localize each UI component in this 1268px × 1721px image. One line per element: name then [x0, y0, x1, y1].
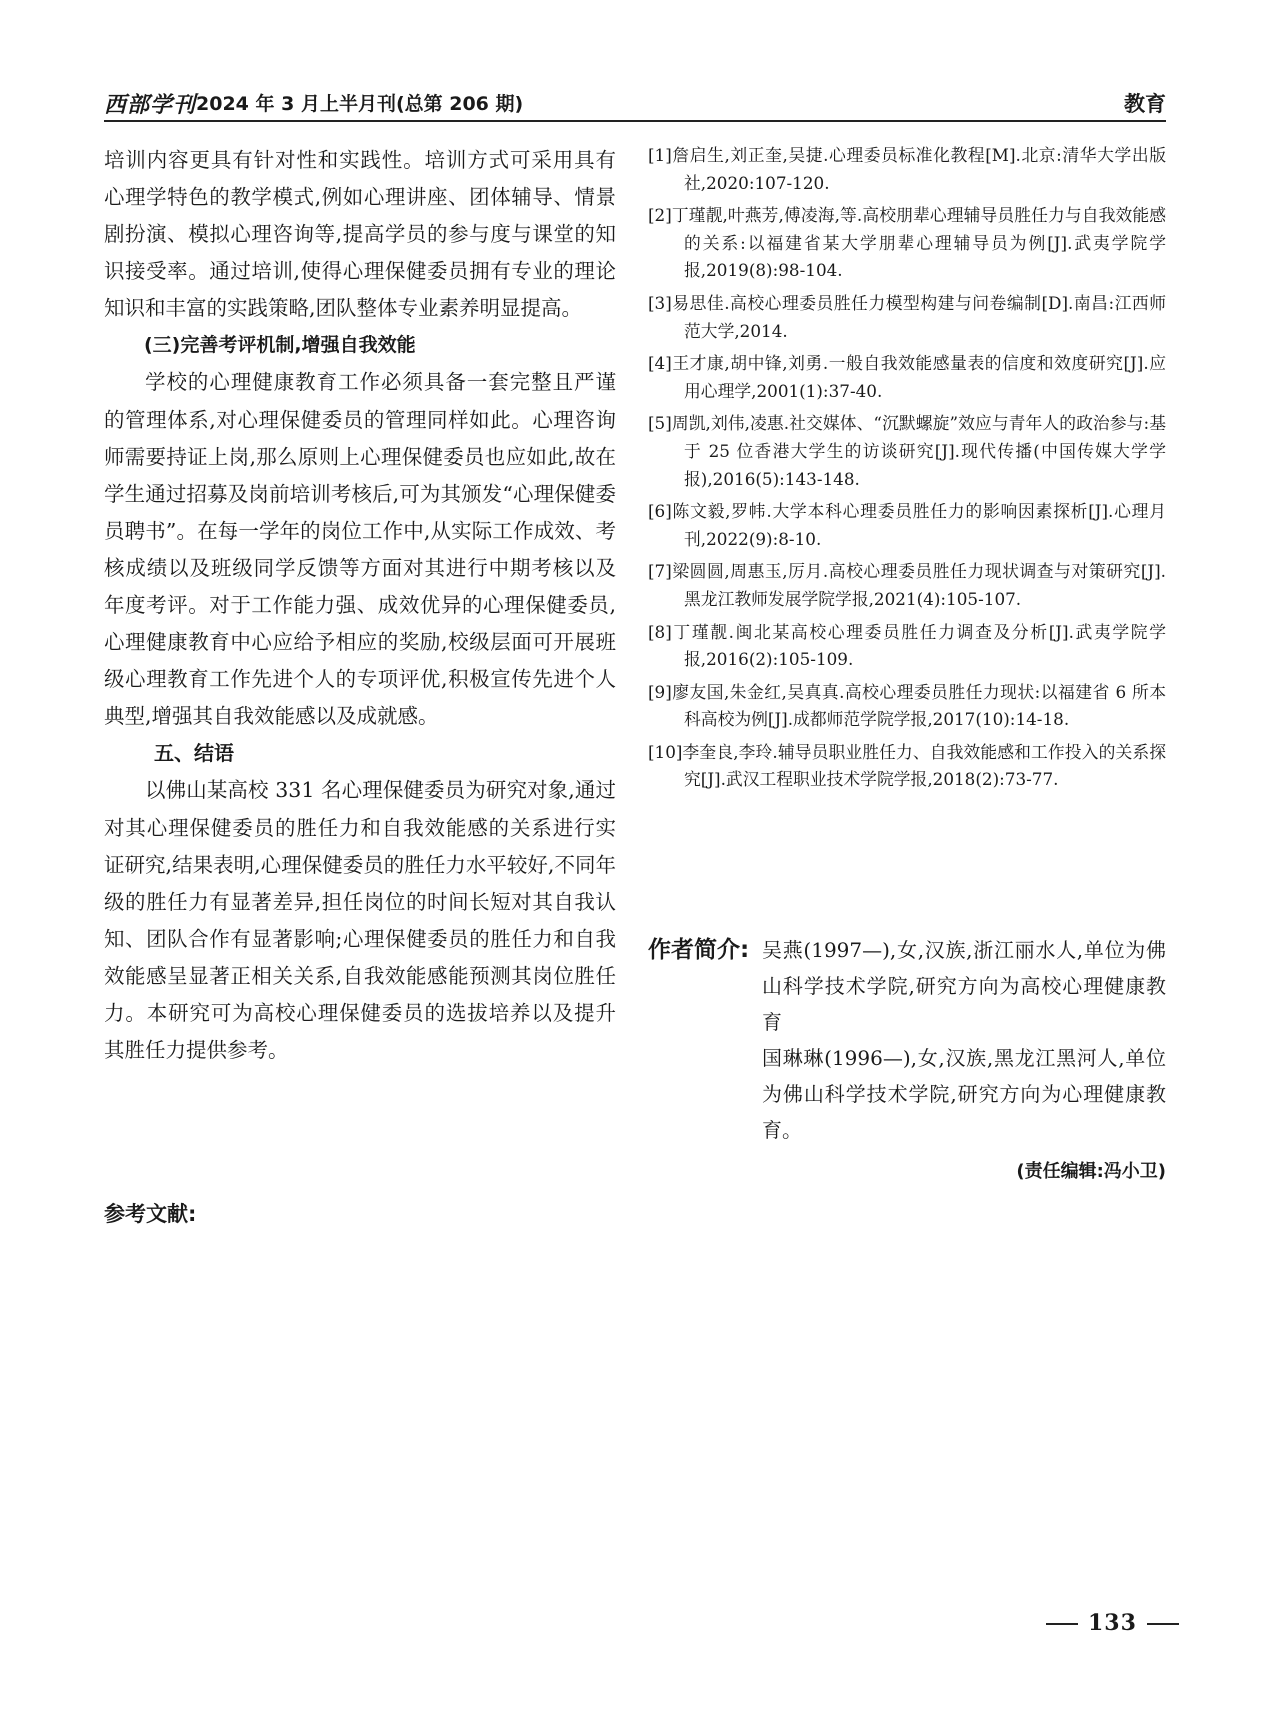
- left-column: [104, 142, 616, 1069]
- reference-item: [5]周凯,刘伟,凌惠.社交媒体、“沉默螺旋”效应与青年人的政治参与:基于 25 位香港大学生的访谈研究[J].现代传播(中国传媒大学学报),2016(5):143-148.: [648, 413, 1166, 489]
- subheading-evaluation: (三)完善考评机制,增强自我效能: [144, 334, 416, 357]
- author-intro: [648, 932, 1166, 1148]
- heading-conclusion: 五、结语: [154, 741, 234, 766]
- references-list: [648, 142, 1166, 799]
- journal-logo: 西部学刊: [104, 92, 197, 118]
- paragraph-conclusion: 以佛山某高校 331 名心理保健委员为研究对象,通过对其心理保健委员的胜任力和自我效能感的关系进行实证研究,结果表明,心理保健委员的胜任力水平较好,不同年级的胜任力有显著差异,担任岗位的时间长短对其自我认知、团队合作有显著影响;心理保健委员的胜任力和自我效能感呈显著正相关关系,自我效能感能预测其岗位胜任力。本研究可为高校心理保健委员的选拔培养以及提升其胜任力提供参考。: [104, 778, 616, 1063]
- reference-item: [3]易思佳.高校心理委员胜任力模型构建与问卷编制[D].南昌:江西师范大学,2014.: [648, 292, 1166, 341]
- author-intro-label: 作者简介:: [648, 937, 750, 963]
- reference-item: [8]丁瑾靓.闽北某高校心理委员胜任力调查及分析[J].武夷学院学报,2016(2):105-109.: [648, 621, 1166, 670]
- dash-right: [1147, 1623, 1179, 1625]
- paragraph-evaluation: 学校的心理健康教育工作必须具备一套完整且严谨的管理体系,对心理保健委员的管理同样如此。心理咨询师需要持证上岗,那么原则上心理保健委员也应如此,故在学生通过招募及岗前培训考核后,可为其颁发“心理保健委员聘书”。在每一学年的岗位工作中,从实际工作成效、考核成绩以及班级同学反馈等方面对其进行中期考核以及年度考评。对于工作能力强、成效优异的心理保健委员,心理健康教育中心应给予相应的奖励,校级层面可开展班级心理教育工作先进个人的专项评优,积极宣传先进个人典型,增强其自我效能感以及成就感。: [104, 370, 616, 729]
- reference-item: [6]陈文毅,罗帏.大学本科心理委员胜任力的影响因素探析[J].心理月刊,2022(9):8-10.: [648, 501, 1166, 549]
- reference-item: [1]詹启生,刘正奎,吴捷.心理委员标准化教程[M].北京:清华大学出版社,2020:107-120.: [648, 145, 1166, 193]
- section-name: 教育: [1124, 92, 1166, 116]
- author-2-bio: 国琳琳(1996—),女,汉族,黑龙江黑河人,单位为佛山科学技术学院,研究方向为心理健康教育。: [762, 1046, 1166, 1142]
- reference-item: [4]王才康,胡中锋,刘勇.一般自我效能感量表的信度和效度研究[J].应用心理学,2001(1):37-40.: [648, 353, 1166, 401]
- page-header: [104, 86, 1166, 122]
- reference-item: [7]梁圆圆,周惠玉,厉月.高校心理委员胜任力现状调查与对策研究[J].黑龙江教师发展学院学报,2021(4):105-107.: [648, 561, 1166, 609]
- page-number: [1036, 1610, 1189, 1636]
- author-1-bio: 吴燕(1997—),女,汉族,浙江丽水人,单位为佛山科学技术学院,研究方向为高校心理健康教育: [762, 938, 1166, 1034]
- page-number-value: 133: [1088, 1610, 1137, 1636]
- reference-item: [2]丁瑾靓,叶燕芳,傅凌海,等.高校朋辈心理辅导员胜任力与自我效能感的关系:以福建省某大学朋辈心理辅导员为例[J].武夷学院学报,2019(8):98-104.: [648, 205, 1166, 281]
- issue-info: 2024 年 3 月上半月刊(总第 206 期): [196, 93, 524, 115]
- paragraph-training: 培训内容更具有针对性和实践性。培训方式可采用具有心理学特色的教学模式,例如心理讲座、团体辅导、情景剧扮演、模拟心理咨询等,提高学员的参与度与课堂的知识接受率。通过培训,使得心理保健委员拥有专业的理论知识和丰富的实践策略,团队整体专业素养明显提高。: [104, 148, 616, 321]
- reference-item: [10]李奎良,李玲.辅导员职业胜任力、自我效能感和工作投入的关系探究[J].武汉工程职业技术学院学报,2018(2):73-77.: [648, 741, 1166, 790]
- reference-item: [9]廖友国,朱金红,吴真真.高校心理委员胜任力现状:以福建省 6 所本科高校为例[J].成都师范学院学报,2017(10):14-18.: [648, 681, 1166, 730]
- dash-left: [1046, 1623, 1078, 1625]
- references-heading: 参考文献:: [104, 1202, 197, 1226]
- responsible-editor: (责任编辑:冯小卫): [1016, 1161, 1166, 1182]
